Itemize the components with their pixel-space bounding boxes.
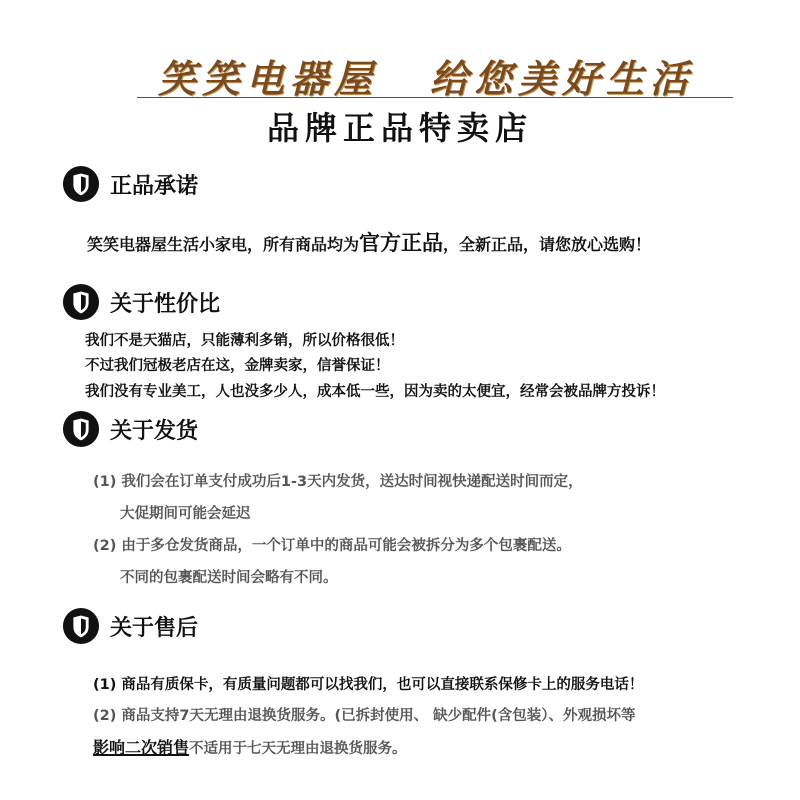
value-line: 我们没有专业美工，人也没多少人，成本低一些，因为卖的太便宜，经常会被品牌方投诉！ [85,384,665,400]
banner-divider [137,97,733,98]
aftersales-line: (2) 商品支持7天无理由退换货服务。(已拆封使用、 缺少配件(含包装）、外观损坏等 [93,708,636,724]
value-line: 不过我们冠极老店在这，金牌卖家，信誉保证！ [85,358,390,374]
value-line: 我们不是天猫店，只能薄利多销，所以价格很低！ [85,333,404,349]
shield-icon [62,283,100,321]
aftersales-line: (1) 商品有质保卡，有质量问题都可以找我们，也可以直接联系保修卡上的服务电话！ [93,677,644,693]
section-header-authentic [62,164,198,204]
aftersales-highlight: 影响二次销售 [93,738,190,757]
shipping-line: (1) 我们会在订单支付成功后1-3天内发货，送达时间视快递配送时间而定， [93,474,583,490]
banner-store-name: 笑笑电器屋 [158,56,379,101]
statement-highlight: 官方正品 [359,231,444,255]
authentic-statement [87,227,651,257]
shipping-line: 不同的包裹配送时间会略有不同。 [120,570,338,586]
section-title: 正品承诺 [110,173,199,199]
statement-text-end: ，全新正品，请您放心选购！ [443,235,652,254]
aftersales-text: 不适用于七天无理由退换货服务。 [189,741,407,757]
store-banner-title [130,48,740,101]
shield-icon [62,165,100,203]
section-header-value [62,282,220,322]
section-title: 关于发货 [110,418,199,444]
aftersales-line [93,735,407,758]
statement-text: 笑笑电器屋生活小家电，所有商品均为 [87,235,360,254]
section-title: 关于性价比 [110,291,221,317]
banner-slogan: 给您美好生活 [430,56,695,101]
section-header-aftersales [62,606,198,646]
shipping-line: 大促期间可能会延迟 [120,506,251,522]
section-header-shipping [62,409,198,449]
shield-icon [62,410,100,448]
banner-subtitle: 品牌正品特卖店 [266,109,533,147]
shipping-line: (2) 由于多仓发货商品，一个订单中的商品可能会被拆分为多个包裹配送。 [93,538,571,554]
section-title: 关于售后 [110,615,199,641]
shield-icon [62,607,100,645]
